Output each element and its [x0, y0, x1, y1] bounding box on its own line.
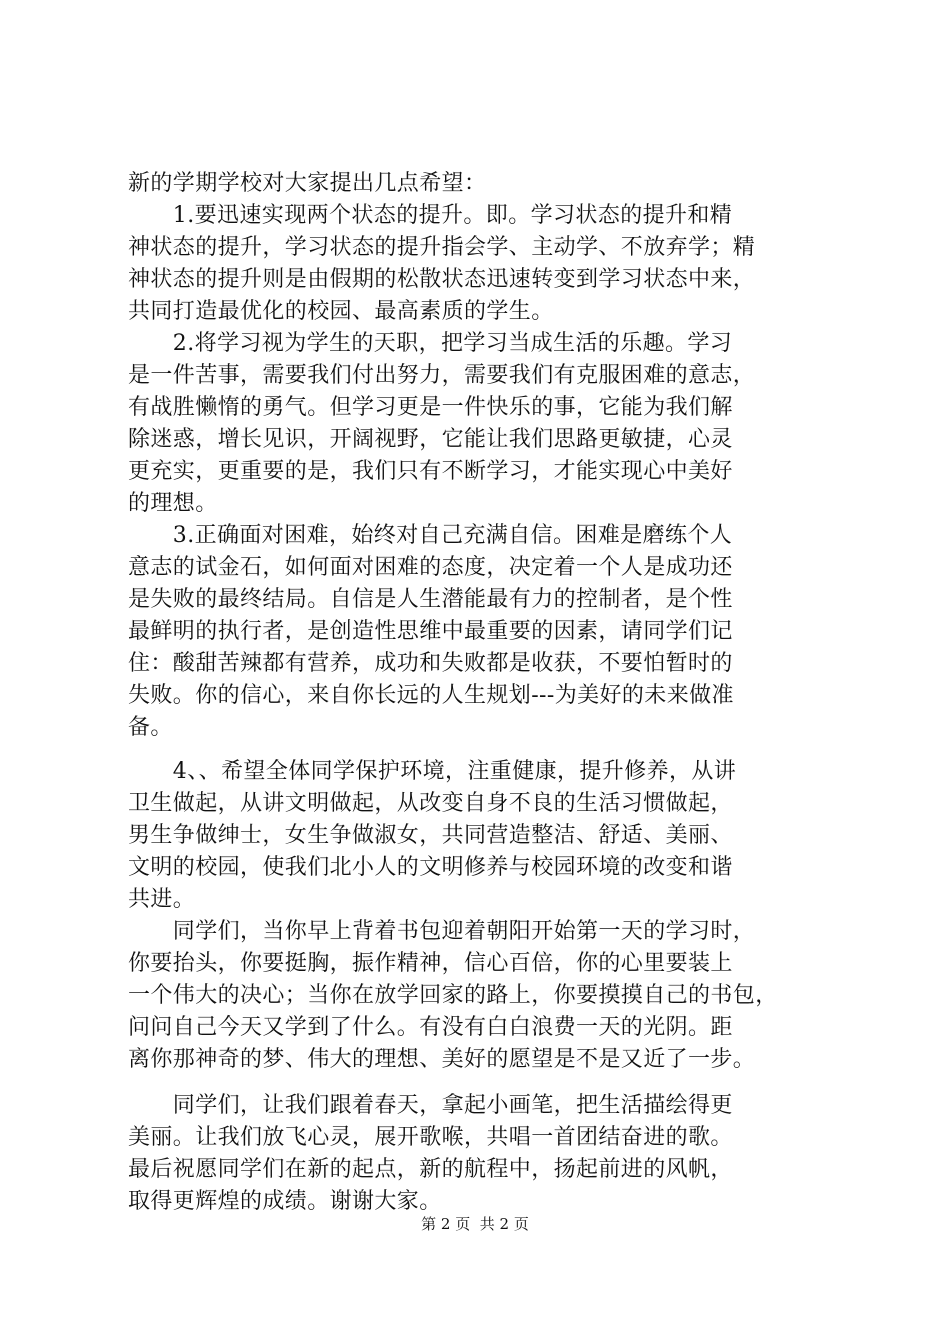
text-line: 3.正确面对困难，始终对自己充满自信。困难是磨练个人: [128, 523, 733, 548]
text-line: 2.将学习视为学生的天职，把学习当成生活的乐趣。学习: [128, 331, 733, 356]
text-line: 除迷惑，增长见识，开阔视野，它能让我们思路更敏捷，心灵: [128, 427, 733, 452]
text-line: 最后祝愿同学们在新的起点，新的航程中，扬起前进的风帆，: [128, 1157, 733, 1182]
text-line: 文明的校园，使我们北小人的文明修养与校园环境的改变和谐: [128, 855, 733, 880]
text-line: 神状态的提升，学习状态的提升指会学、主动学、不放弃学；精: [128, 235, 756, 260]
text-line: 共同打造最优化的校园、最高素质的学生。: [128, 299, 554, 324]
text-line: 卫生做起，从讲文明做起，从改变自身不良的生活习惯做起，: [128, 791, 733, 816]
text-line: 一个伟大的决心；当你在放学回家的路上，你要摸摸自己的书包，: [128, 983, 778, 1008]
text-line: 是失败的最终结局。自信是人生潜能最有力的控制者，是个性: [128, 587, 733, 612]
text-line: 男生争做绅士，女生争做淑女，共同营造整洁、舒适、美丽、: [128, 823, 733, 848]
text-line: 备。: [128, 715, 173, 740]
text-line: 你要抬头，你要挺胸，振作精神，信心百倍，你的心里要装上: [128, 951, 733, 976]
text-line: 4、、希望全体同学保护环境，注重健康，提升修养，从讲: [128, 759, 737, 784]
text-line: 神状态的提升则是由假期的松散状态迅速转变到学习状态中来，: [128, 267, 756, 292]
text-line: 更充实，更重要的是，我们只有不断学习，才能实现心中美好: [128, 459, 733, 484]
text-line: 意志的试金石，如何面对困难的态度，决定着一个人是成功还: [128, 555, 733, 580]
text-line: 离你那神奇的梦、伟大的理想、美好的愿望是不是又近了一步。: [128, 1047, 756, 1072]
text-line: 有战胜懒惰的勇气。但学习更是一件快乐的事，它能为我们解: [128, 395, 733, 420]
text-line: 1.要迅速实现两个状态的提升。即。学习状态的提升和精: [128, 203, 733, 228]
text-line: 同学们，当你早上背着书包迎着朝阳开始第一天的学习时，: [128, 919, 756, 944]
text-line: 失败。你的信心，来自你长远的人生规划---为美好的未来做准: [128, 683, 734, 708]
text-line: 最鲜明的执行者，是创造性思维中最重要的因素，请同学们记: [128, 619, 733, 644]
text-line: 共进。: [128, 887, 196, 912]
page-footer: 第 2 页 共 2 页: [421, 1215, 529, 1233]
text-line: 的理想。: [128, 491, 218, 516]
text-line: 问问自己今天又学到了什么。有没有白白浪费一天的光阴。距: [128, 1015, 733, 1040]
text-line: 同学们，让我们跟着春天，拿起小画笔，把生活描绘得更: [128, 1093, 733, 1118]
text-line: 住：酸甜苦辣都有营养，成功和失败都是收获，不要怕暂时的: [128, 651, 733, 676]
text-line: 是一件苦事，需要我们付出努力，需要我们有克服困难的意志，: [128, 363, 756, 388]
text-line: 取得更辉煌的成绩。谢谢大家。: [128, 1189, 442, 1214]
text-line: 新的学期学校对大家提出几点希望：: [128, 171, 487, 196]
text-line: 美丽。让我们放飞心灵，展开歌喉，共唱一首团结奋进的歌。: [128, 1125, 733, 1150]
